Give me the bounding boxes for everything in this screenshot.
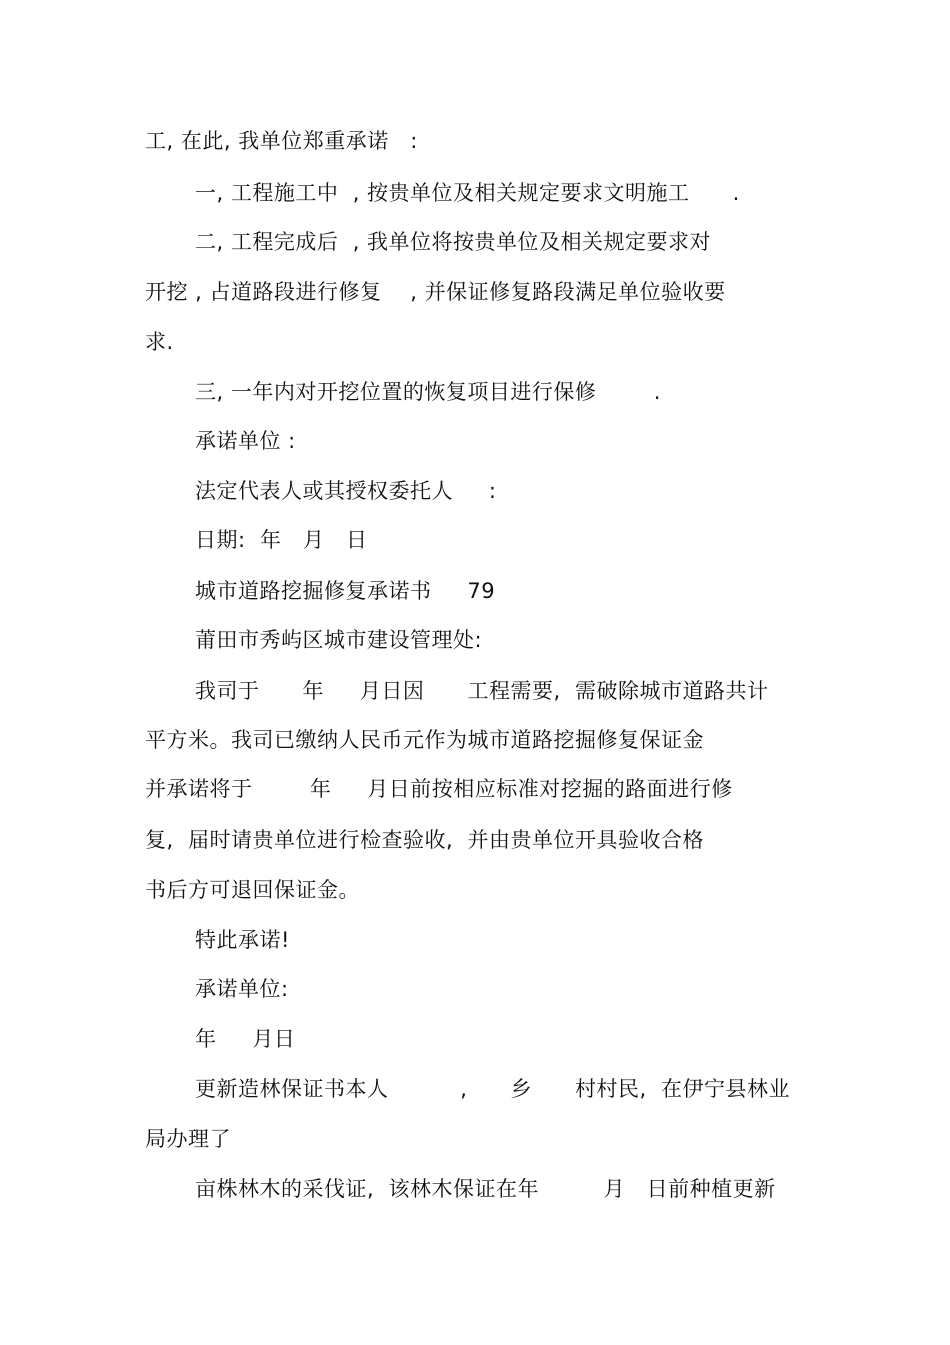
text-line-15: 复, 届时请贵单位进行检查验收, 并由贵单位开具验收合格 [145, 828, 705, 852]
text-line-7: 承诺单位 : [195, 429, 296, 453]
text-line-5: 求. [145, 330, 174, 354]
text-line-20: 更新造林保证书本人 , 乡 村村民, 在伊宁县林业 [195, 1077, 791, 1101]
text-line-14: 并承诺将于 年 月日前按相应标准对挖掘的路面进行修 [145, 777, 733, 801]
text-line-9: 日期: 年 月 日 [195, 528, 368, 552]
text-line-18: 承诺单位: [195, 977, 289, 1001]
text-line-2: 一, 工程施工中 , 按贵单位及相关规定要求文明施工 . [195, 181, 740, 205]
text-line-17: 特此承诺! [195, 928, 290, 952]
text-line-3: 二, 工程完成后 , 我单位将按贵单位及相关规定要求对 [195, 230, 712, 254]
text-line-6: 三, 一年内对开挖位置的恢复项目进行保修 . [195, 380, 661, 404]
text-line-22: 亩株林木的采伐证, 该林木保证在年 月 日前种植更新 [195, 1177, 776, 1201]
text-line-13: 平方米。我司已缴纳人民币元作为城市道路挖掘修复保证金 [145, 728, 704, 752]
text-line-16: 书后方可退回保证金。 [145, 878, 360, 902]
text-line-21: 局办理了 [145, 1127, 231, 1151]
text-line-10: 城市道路挖掘修复承诺书 79 [195, 579, 496, 603]
text-line-8: 法定代表人或其授权委托人 : [195, 479, 497, 503]
text-line-12: 我司于 年 月日因 工程需要, 需破除城市道路共计 [195, 679, 769, 703]
text-line-19: 年 月日 [195, 1027, 296, 1051]
text-line-11: 莆田市秀屿区城市建设管理处: [195, 628, 483, 652]
text-line-4: 开挖 , 占道路段进行修复 , 并保证修复路段满足单位验收要 [145, 280, 726, 304]
text-line-1: 工, 在此, 我单位郑重承诺 : [145, 129, 418, 153]
